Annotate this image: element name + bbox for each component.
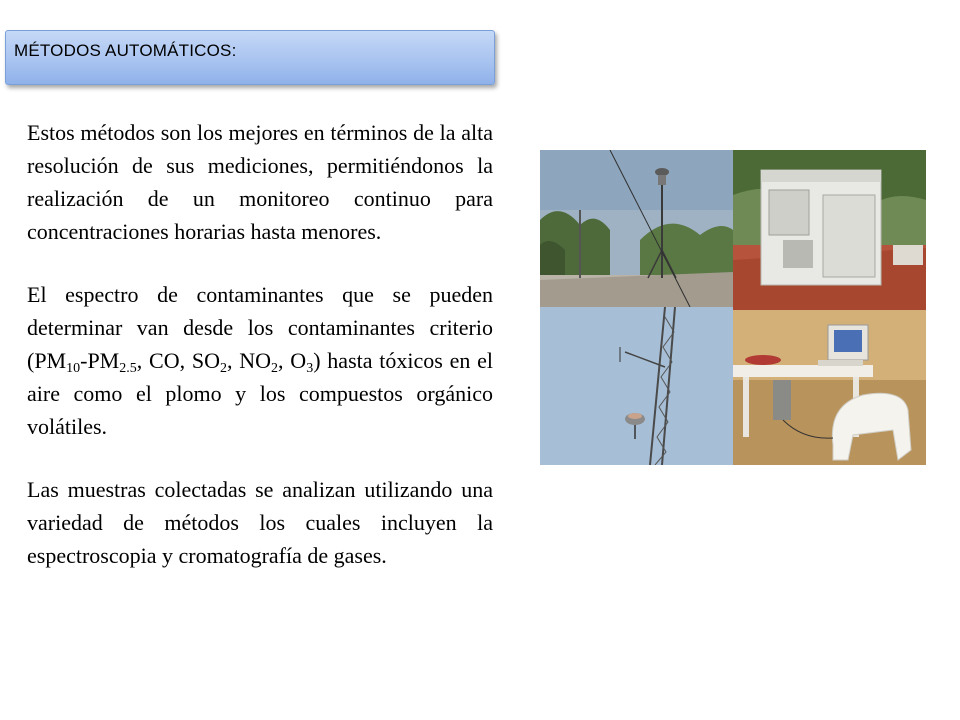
o3-subscript: 3: [306, 361, 314, 376]
section-title: MÉTODOS AUTOMÁTICOS:: [14, 41, 237, 60]
paragraph-3: Las muestras colectadas se analizan utilizando una variedad de métodos los cuales incluyen la espectroscopia y cromatografía de gases.: [27, 477, 493, 568]
o-text: , O: [278, 348, 307, 373]
no2-subscript: 2: [271, 361, 279, 376]
body-text: [27, 116, 493, 572]
pm10-subscript: 10: [66, 361, 81, 376]
co-so-text: , CO, SO: [136, 348, 220, 373]
meteorological-tower-photo: [540, 307, 733, 465]
monitoring-cabinet-photo: [733, 150, 926, 310]
so2-subscript: 2: [219, 361, 227, 376]
paragraph-2: [27, 278, 493, 443]
pm25-subscript: 2.5: [119, 361, 137, 376]
computer-station-photo: [733, 310, 926, 465]
photo-collage: [540, 150, 926, 465]
no-text: , NO: [226, 348, 272, 373]
paragraph-2-start: El espectro de contaminantes que se pueden determinar van desde los contaminantes criterio (PM: [27, 282, 493, 373]
pm-dash: -PM: [80, 348, 120, 373]
paragraph-2-end: ) hasta tóxicos en el aire como el plomo y los compuestos orgánico volátiles.: [27, 348, 494, 439]
paragraph-1: Estos métodos son los mejores en términos de la alta resolución de sus mediciones, permitiéndonos la realización de un monitoreo continuo para concentraciones horarias hasta menores.: [27, 120, 493, 244]
rooftop-sampler-photo: [540, 150, 733, 307]
section-title-box: [5, 30, 495, 85]
